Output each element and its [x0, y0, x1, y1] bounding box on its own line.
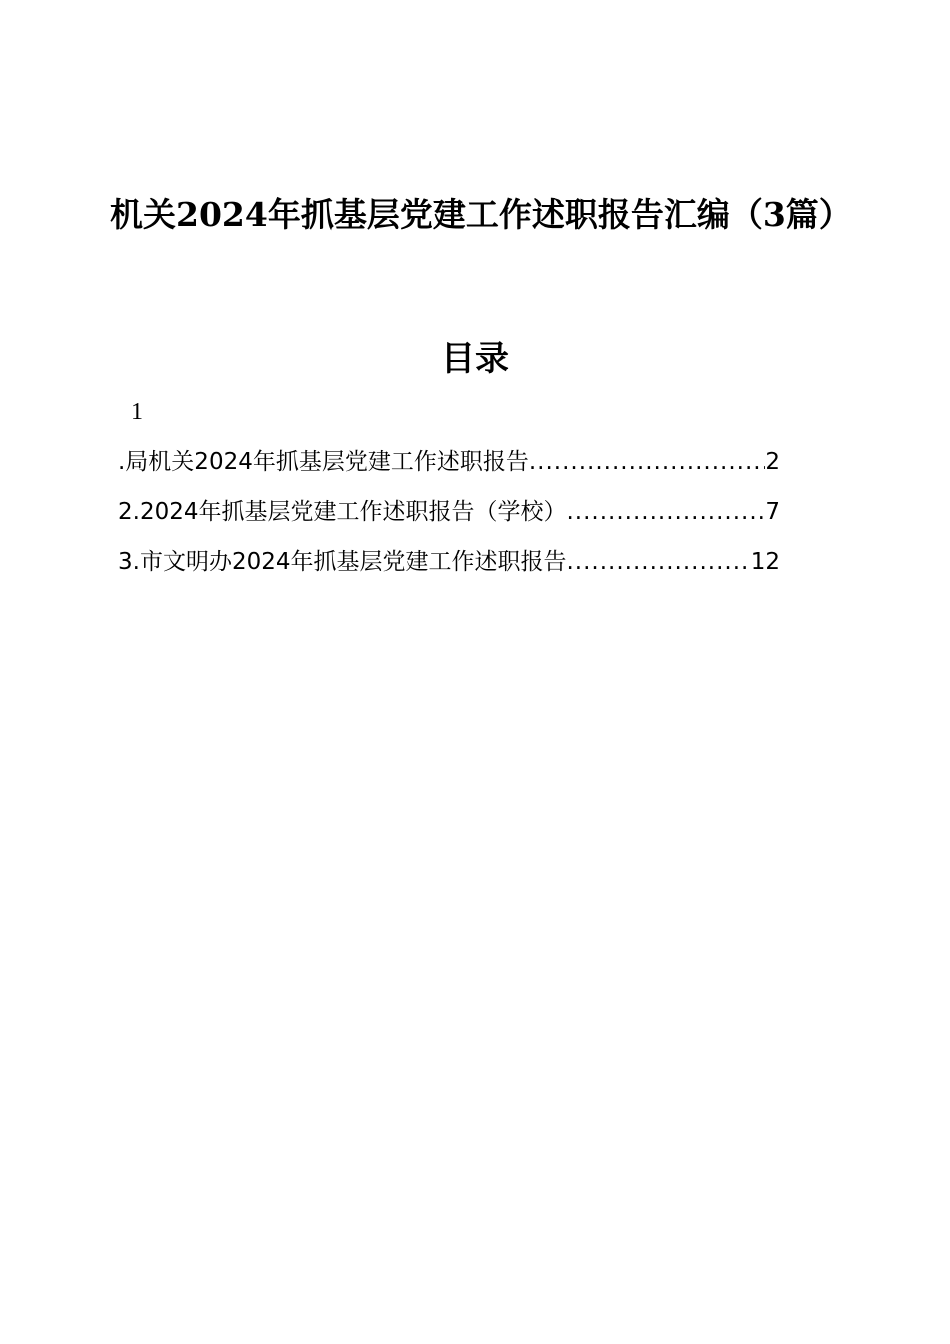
toc-entry[interactable]: [118, 542, 780, 592]
toc-entry-page: 7: [765, 499, 780, 525]
toc-leader-dots: [529, 442, 766, 482]
toc-entry-title: 3.市文明办2024年抓基层党建工作述职报告: [118, 549, 567, 575]
table-of-contents: [118, 442, 780, 592]
document-title: 机关2024年抓基层党建工作述职报告汇编（3篇）: [110, 195, 852, 234]
toc-entry-title: .局机关2024年抓基层党建工作述职报告: [118, 449, 529, 475]
toc-entry-number: 1: [131, 399, 143, 425]
toc-entry[interactable]: [118, 492, 780, 542]
toc-entry-page: 12: [750, 549, 780, 575]
toc-heading: 目录: [441, 339, 509, 379]
toc-entry-title: 2.2024年抓基层党建工作述职报告（学校）: [118, 499, 567, 525]
toc-entry-page: 2: [765, 449, 780, 475]
toc-leader-dots: [566, 542, 750, 582]
toc-leader-dots: [566, 492, 765, 532]
toc-entry[interactable]: [118, 442, 780, 492]
